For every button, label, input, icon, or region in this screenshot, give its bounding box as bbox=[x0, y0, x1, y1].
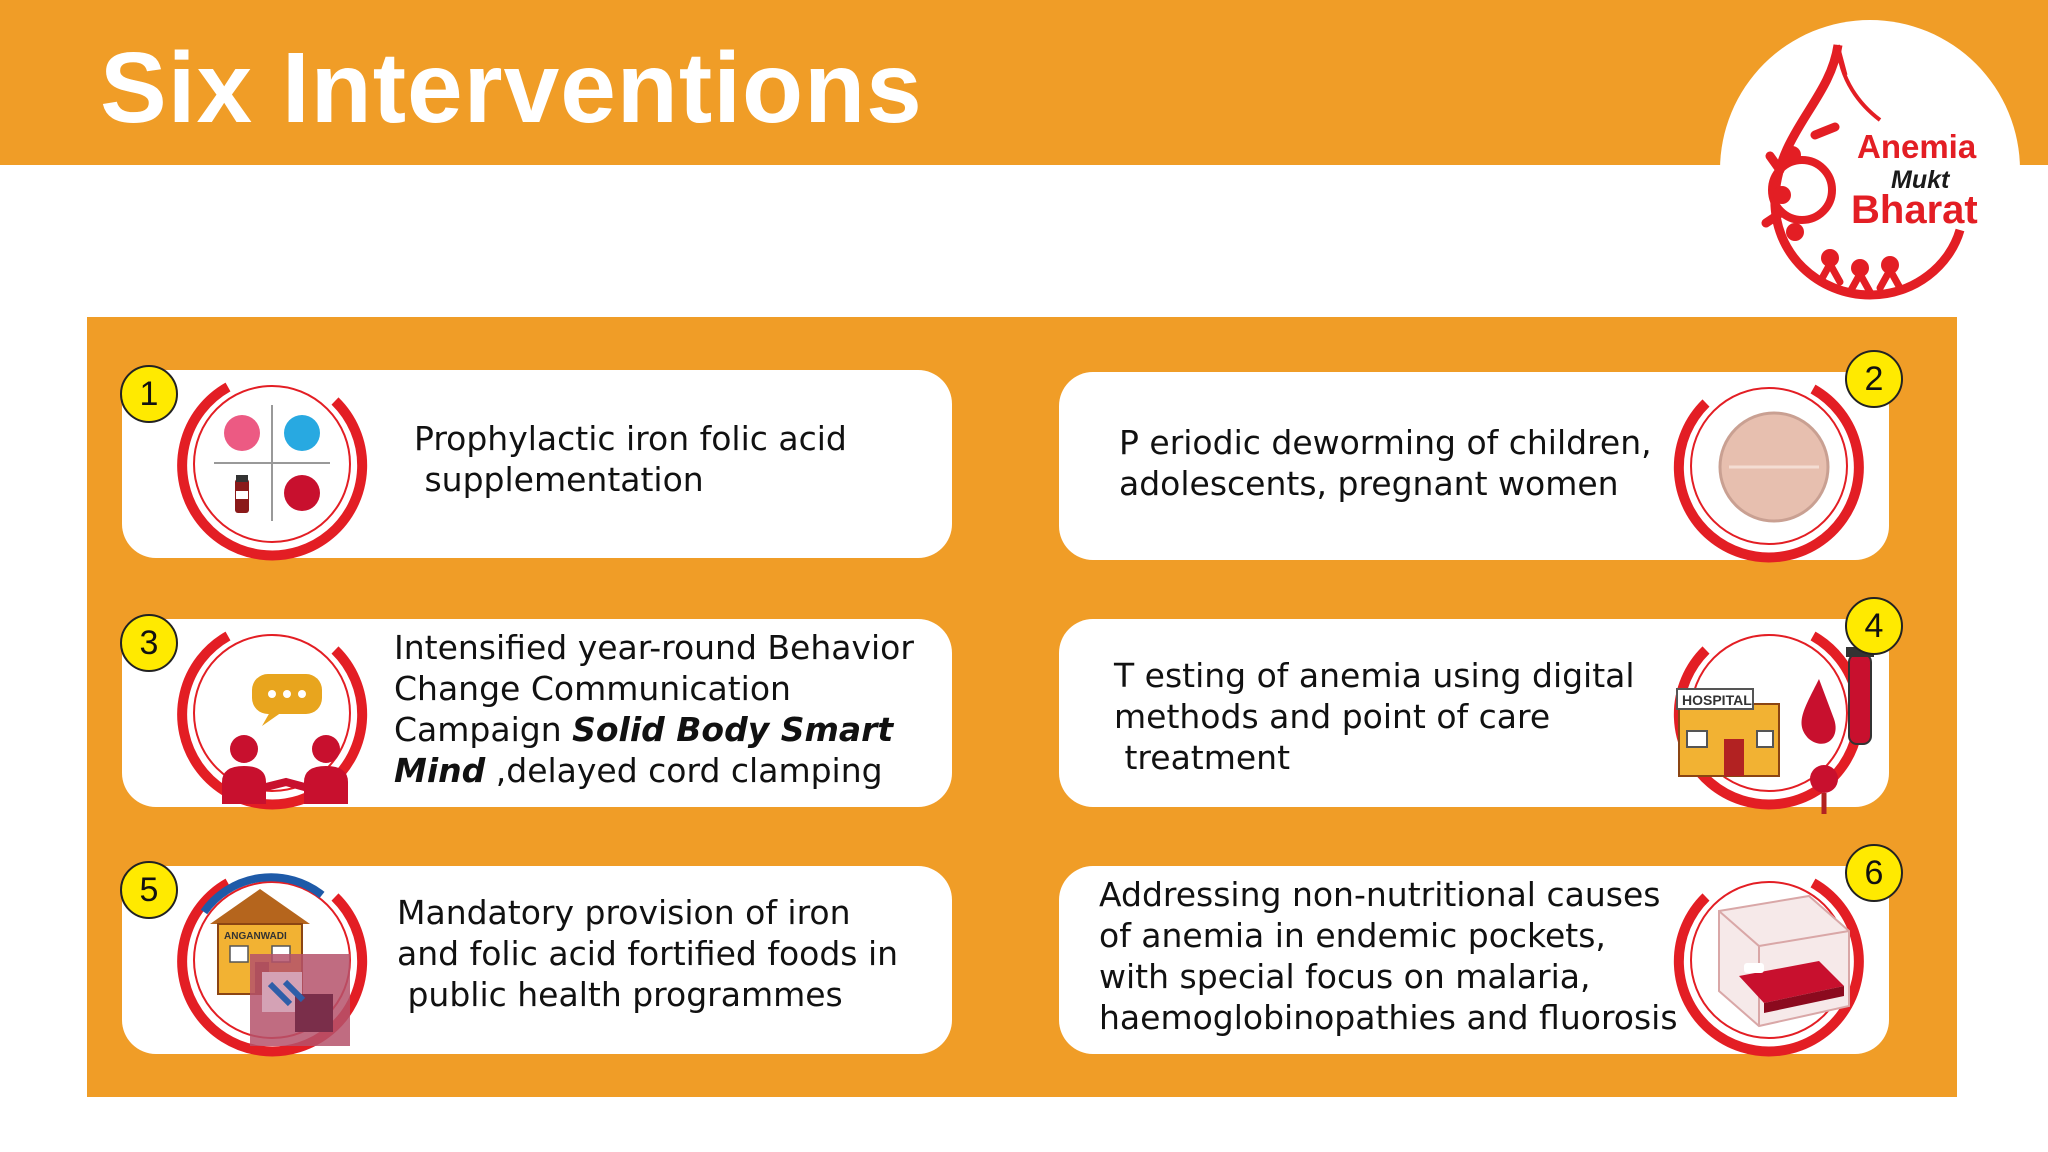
hospital-sign-label: HOSPITAL bbox=[1682, 692, 1752, 708]
intervention-5-line-1: Mandatory provision of iron bbox=[397, 893, 851, 932]
interventions-panel bbox=[87, 317, 1957, 1097]
logo-text-anemia: Anemia bbox=[1857, 128, 1977, 165]
intervention-1-line-1: Prophylactic iron folic acid bbox=[414, 419, 847, 458]
intervention-6-line-2: of anemia in endemic pockets, bbox=[1099, 916, 1606, 955]
intervention-3-line-2: Change Communication bbox=[394, 669, 791, 708]
intervention-text-3 bbox=[394, 627, 914, 791]
intervention-text-1 bbox=[414, 418, 847, 500]
number-badge-6: 6 bbox=[1845, 844, 1903, 902]
campaign-name-part-1: Solid Body Smart bbox=[572, 710, 894, 749]
logo-drop-icon bbox=[1720, 20, 2020, 320]
intervention-6-line-4: haemoglobinopathies and fluorosis bbox=[1099, 998, 1678, 1037]
intervention-3-line-3 bbox=[394, 709, 914, 750]
intervention-card-3 bbox=[122, 619, 952, 807]
number-badge-5: 5 bbox=[120, 861, 178, 919]
communication-people-icon bbox=[222, 674, 352, 824]
iron-supplement-pills-icon bbox=[202, 393, 342, 533]
number-badge-3: 3 bbox=[120, 614, 178, 672]
intervention-card-1 bbox=[122, 370, 952, 558]
campaign-name-part-2: Mind bbox=[394, 751, 486, 790]
number-badge-2: 2 bbox=[1845, 350, 1903, 408]
intervention-2-line-2: adolescents, pregnant women bbox=[1119, 464, 1619, 503]
logo-text-bharat: Bharat bbox=[1851, 188, 1978, 232]
intervention-text-5 bbox=[397, 892, 898, 1015]
intervention-card-6 bbox=[1059, 853, 1889, 1054]
intervention-text-2 bbox=[1119, 422, 1652, 504]
intervention-2-line-1: P eriodic deworming of children, bbox=[1119, 423, 1652, 462]
deworming-tablet-icon bbox=[1709, 402, 1839, 532]
number-badge-4: 4 bbox=[1845, 597, 1903, 655]
intervention-3-line-1: Intensified year-round Behavior bbox=[394, 628, 914, 667]
intervention-card-5 bbox=[122, 866, 952, 1054]
intervention-1-line-2: supplementation bbox=[414, 460, 704, 499]
intervention-6-line-1: Addressing non-nutritional causes bbox=[1099, 875, 1661, 914]
intervention-3-line-4-suffix: ,delayed cord clamping bbox=[485, 751, 883, 790]
anganwadi-sign-label: ANGANWADI bbox=[224, 931, 287, 942]
logo-text-mukt: Mukt bbox=[1891, 166, 1950, 194]
intervention-card-4 bbox=[1059, 606, 1889, 807]
mosquito-net-bed-icon bbox=[1699, 891, 1859, 1031]
anemia-mukt-bharat-logo bbox=[1720, 20, 2020, 320]
page-title: Six Interventions bbox=[100, 32, 923, 144]
number-badge-1: 1 bbox=[120, 365, 178, 423]
intervention-3-line-3-prefix: Campaign bbox=[394, 710, 573, 749]
intervention-text-4 bbox=[1114, 655, 1635, 778]
intervention-text-6 bbox=[1099, 874, 1678, 1038]
intervention-4-line-3: treatment bbox=[1114, 738, 1291, 777]
intervention-5-line-2: and folic acid fortified foods in bbox=[397, 934, 899, 973]
intervention-6-line-3: with special focus on malaria, bbox=[1099, 957, 1591, 996]
intervention-5-line-3: public health programmes bbox=[397, 975, 843, 1014]
anganwadi-fortified-food-icon bbox=[200, 884, 360, 1054]
intervention-4-line-2: methods and point of care bbox=[1114, 697, 1551, 736]
hospital-blood-test-icon bbox=[1669, 639, 1879, 819]
intervention-4-line-1: T esting of anemia using digital bbox=[1114, 656, 1635, 695]
intervention-3-line-4 bbox=[394, 750, 914, 791]
intervention-card-2 bbox=[1059, 359, 1889, 560]
